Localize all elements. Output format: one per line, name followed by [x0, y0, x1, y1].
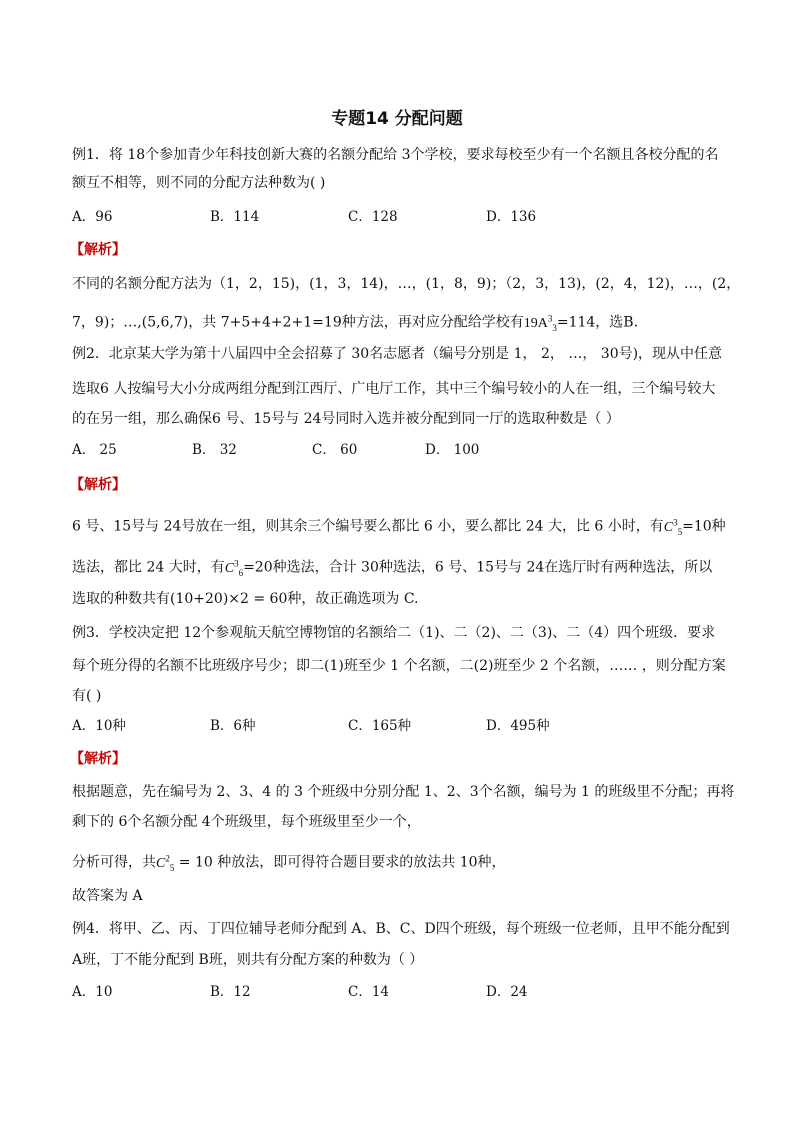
ex4-option-d: D．24	[486, 984, 528, 1000]
ex4-option-b: B．12	[210, 984, 251, 1000]
ex2-question-line3: 的在另一组，那么确保6 号、15号与 24号同时入选并被分配到同一厅的选取种数是（ ）	[72, 411, 620, 427]
ex1-option-b: B．114	[210, 209, 260, 225]
ex1-question-line2: 额互不相等，则不同的分配方法种数为( )	[72, 175, 326, 191]
ex2-analysis-heading: 【解析】	[70, 477, 126, 493]
ex4-option-a: A．10	[72, 984, 113, 1000]
ex3-solution-line4: 故答案为 A	[72, 888, 143, 904]
ex2-solution-line2: 选法，都比 24 大时，有$C^3_6=20$种选法，合计 30种选法，6 号、15号与 24在选厅时有两种选法，所以	[72, 558, 713, 578]
ex1-option-c: C．128	[348, 209, 398, 225]
ex3-option-d: D．495种	[486, 718, 550, 734]
ex3-question-line2: 每个班分得的名额不比班级序号少；即二(1)班至少 1 个名额，二(2)班至少 2 个名额，…… ，则分配方案	[72, 658, 726, 674]
ex2-option-b: B． 32	[192, 442, 237, 458]
ex4-question-line1: 例4．将甲、乙、丙、丁四位辅导老师分配到 A、B、C、D四个班级，每个班级一位老师，且甲不能分配到	[72, 921, 730, 937]
ex2-question-line2: 选取6 人按编号大小分成两组分配到江西厅、广电厅工作，其中三个编号较小的人在一组，三个编号较大	[72, 381, 716, 397]
ex4-question-line2: A班，丁不能分配到 B班，则共有分配方案的种数为（ ）	[72, 952, 424, 968]
ex4-option-c: C．14	[348, 984, 390, 1000]
ex1-analysis-heading: 【解析】	[70, 242, 126, 258]
ex1-option-d: D．136	[486, 209, 537, 225]
ex1-question-line1: 例1．将 18个参加青少年科技创新大赛的名额分配给 3个学校，要求每校至少有一个名额且各校分配的名	[72, 147, 719, 163]
ex3-question-line1: 例3．学校决定把 12个参观航天航空博物馆的名额给二（1)、二（2)、二（3)、二（4）四个班级．要求	[72, 625, 716, 641]
page-title: 专题14 分配问题	[331, 109, 463, 129]
ex2-option-c: C． 60	[312, 442, 358, 458]
ex3-option-b: B．6种	[210, 718, 256, 734]
ex2-question-line1: 例2．北京某大学为第十八届四中全会招募了 30名志愿者（编号分别是 1， 2， …， 30号)，现从中任意	[72, 346, 723, 362]
ex3-question-line3: 有( )	[72, 688, 102, 704]
ex3-solution-line1: 根据题意，先在编号为 2、3、4 的 3 个班级中分别分配 1、2、3个名额，编号为 1 的班级里不分配；再将	[72, 784, 735, 800]
ex3-solution-line2: 剩下的 6个名额分配 4个班级里，每个班级里至少一个，	[72, 814, 421, 830]
ex3-solution-line3: 分析可得，共$C^2_5 = 10$ 种放法，即可得符合题目要求的放法共 10种，	[72, 853, 506, 873]
ex1-solution-line2: 7，9)；…,(5,6,7)，共 7+5+4+2+1=19种方法，再对应分配给学校有$19A^3_3=114$，选B.	[72, 313, 639, 333]
ex1-solution-line1: 不同的名额分配方法为（1，2，15)，(1，3，14)，…，(1，8，9)；（2，3，13)，(2，4，12)，…，(2，	[72, 276, 741, 292]
ex3-analysis-heading: 【解析】	[70, 751, 126, 767]
ex3-option-c: C．165种	[348, 718, 412, 734]
ex1-option-a: A．96	[72, 209, 113, 225]
ex2-solution-line1: 6 号、15号与 24号放在一组，则其余三个编号要么都比 6 小，要么都比 24 大，比 6 小时，有$C^3_5=10$种	[72, 517, 726, 537]
ex3-option-a: A．10种	[72, 718, 126, 734]
ex2-solution-line3: 选取的种数共有(10+20)×2 = 60种，故正确选项为 C.	[72, 591, 419, 607]
ex2-option-a: A． 25	[72, 442, 117, 458]
ex2-option-d: D． 100	[425, 442, 480, 458]
